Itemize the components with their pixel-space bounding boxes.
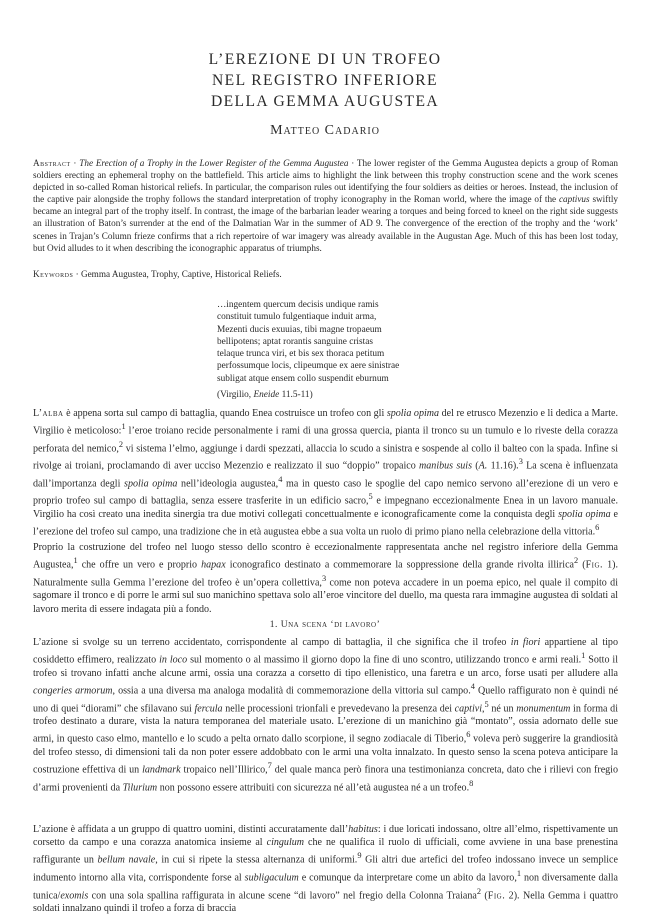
keywords-label: Keywords xyxy=(33,269,74,279)
italic-term: spolia opima xyxy=(558,508,611,520)
footnote-ref: 4 xyxy=(470,681,475,691)
text: del re etrusco Mezenzio e li dedica a Marte. Virgilio è meticoloso: xyxy=(33,408,618,437)
italic-term: landmark xyxy=(142,764,181,776)
author-name: Matteo Cadario xyxy=(270,123,380,138)
italic-term: monumentum xyxy=(516,702,571,714)
italic-term: exomis xyxy=(60,889,89,901)
text: con una sola spallina raffigurata in alcune scene “di lavoro” nel fregio della Colonna Traiana xyxy=(88,889,477,901)
text: che ne qualifica il ruolo di ufficiali, come avviene in una base prenestina raffigurante un xyxy=(33,837,618,866)
abstract-text: The lower register of the Gemma Augustea depicts a group of Roman soldiers erecting an ephemeral trophy on the battlefield. This article aims to highlight the link between this trophy construction scene and the work scenes depicted in so-called Roman historical reliefs. In particular, the comparison rules out identifying the four soldiers as deities or heroes. Instead, the inclusion of the captive pair alongside the trophy follows the standard interpretation of trophy iconography in the Roman world, where the image of the xyxy=(33,158,618,205)
abstract-label: Abstract xyxy=(33,158,71,168)
paragraph xyxy=(33,407,618,539)
keywords xyxy=(33,268,618,280)
italic-term: cingulum xyxy=(266,837,305,849)
text: iconografico destinato a commemorare la soppressione della grande rivolta illirica xyxy=(225,559,574,571)
italic-term: A. xyxy=(478,460,488,472)
poem-line: constituit tumulo fulgentiaque induit arma, xyxy=(217,312,377,323)
paragraph xyxy=(33,823,618,915)
italic-term: bellum navale xyxy=(97,854,156,866)
keywords-text: Gemma Augustea, Trophy, Captive, Historical Reliefs. xyxy=(80,269,282,279)
text: Proprio la costruzione del trofeo nel luogo stesso dello scontro è eccezionalmente rappresentata anche nel registro inferiore della Gemma Augustea, xyxy=(33,542,618,571)
footnote-ref: 2 xyxy=(118,439,124,449)
footnote-ref: 3 xyxy=(321,573,327,583)
footnote-ref: 2 xyxy=(476,886,481,896)
poem-line: …ingentem quercum decisis undique ramis xyxy=(217,300,379,310)
text: né un xyxy=(488,702,517,714)
text: Gli altri due artefici del trofeo indossano invece un semplice indumento intorno alla vita, corrispondente forse al xyxy=(33,854,618,884)
text: 11.16). xyxy=(487,460,519,472)
text: , in cui si ripete la stessa alternanza di uniformi. xyxy=(155,854,358,866)
citation-author: (Virgilio, xyxy=(217,390,254,401)
poem-citation xyxy=(217,389,399,401)
text: ( xyxy=(578,559,586,571)
text: ( xyxy=(481,889,488,901)
body-paragraph-4 xyxy=(33,823,618,915)
text: nell’ideologia augustea, xyxy=(177,478,279,490)
text: sul momento o al massimo il giorno dopo la fine di uno scontro, utilizzando tronco e armi reali. xyxy=(187,654,582,666)
text: , ossia a una diversa ma analoga modalità di commemorazione della vittoria sul campo. xyxy=(112,685,471,697)
italic-term: in fiori xyxy=(510,637,541,648)
italic-term: manibus suis xyxy=(419,460,473,472)
footnote-ref: 2 xyxy=(574,556,579,566)
text: : i due loricati indossano, oltre all’elmo, rispettivamente un corsetto da campo e una corazza anatomica insieme al xyxy=(33,824,618,849)
dropcap-word: L’alba xyxy=(33,408,64,419)
citation-reference: 11.5-11) xyxy=(279,390,313,401)
italic-term: captivi xyxy=(454,702,483,714)
footnote-ref: 9 xyxy=(357,851,362,861)
text: Sotto il trofeo si trovano infatti anche alcune armi, ossia una corazza a corsetto di tipo ellenistico, una faretra e un arco, forse usati per alludere alla xyxy=(33,654,619,679)
article-title-line-3: DELLA GEMMA AUGUSTEA xyxy=(210,93,440,110)
italic-term: congeries armorum xyxy=(33,685,113,697)
text: in forma di trofeo destinato a durare, vista la natura temporanea del materiale usato. L’erezione di un manichino già “montato”, ossia adornato delle sue armi, in questo caso elmo, mantello e lo scudo a pelta ornato dallo scorpione, il segno zodiacale di Tiberio, xyxy=(33,702,619,745)
article-title-line-2: NEL REGISTRO INFERIORE xyxy=(211,72,438,89)
abstract-separator-2: · xyxy=(348,158,357,168)
text: , xyxy=(482,702,485,714)
footnote-ref: 5 xyxy=(368,492,373,502)
text: nelle processioni trionfali e prevedevano la presenza dei xyxy=(222,702,455,714)
section-heading xyxy=(0,620,650,630)
italic-term: hapax xyxy=(201,559,226,571)
text: L’azione si svolge su un terreno accidentato, corrispondente al campo di battaglia, il che significa che il trofeo xyxy=(33,637,511,648)
poem-line: perfossumque locis, clipeumque ex aere sinistrae xyxy=(217,361,400,372)
text: del quale manca però finora una testimonianza concreta, dato che i rilievi con fregio d’armi provenienti da xyxy=(33,764,618,793)
text: voleva però suggerire la grandiosità del trofeo stesso, di dimensioni tali da non poter essere addobbato con le armi una volta innalzato. In questo senso la scena poteva anticipare la costruzione effettiva di un xyxy=(33,733,619,776)
text: appartiene al tipo cosiddetto effimero, realizzato xyxy=(33,637,618,666)
footnote-ref: 1 xyxy=(581,651,586,661)
text: 2). Nella Gemma i quattro soldati innalzano quindi il trofeo a forza di braccia xyxy=(33,889,619,915)
citation-work: Eneide xyxy=(253,390,280,401)
epigraph-poem xyxy=(217,299,399,401)
italic-term: spolia opima xyxy=(124,478,178,490)
text: che offre un vero e proprio xyxy=(77,559,202,571)
text: vi sistema l’elmo, aggiunge i dardi spezzati, allaccia lo scudo a sinistra e sospende al collo il balteo con la spada. Infine si rivolge ai troiani, proclamando di aver ucciso Mezenzio e realizzato il suo “doppio” tropaico xyxy=(33,443,618,472)
figure-ref: Fig. xyxy=(585,559,604,571)
italic-term: Tilurium xyxy=(122,781,158,793)
body-paragraph-3 xyxy=(33,636,618,794)
footnote-ref: 3 xyxy=(518,457,523,467)
body-paragraph-2 xyxy=(33,541,618,616)
section-number: 1. xyxy=(269,620,278,630)
poem-line: subligat atque ensem collo suspendit eburnum xyxy=(217,373,389,384)
paragraph xyxy=(33,541,618,616)
text: come non poteva accadere in un poema epico, nel quale il compito di sagomare il tronco e di porre le armi sul suo manichino spettava solo all’eroe vincitore del duello, ma questa rara immagine augustea di soldati al lavoro merita di essere indagata più a fondo. xyxy=(33,577,618,615)
text: ma in questo caso le spoglie del capo nemico servono all’erezione di un vero e proprio trofeo sul campo di battaglia, senza essere trasferite in un edificio sacro, xyxy=(33,478,619,507)
article-title-line-1: L’EREZIONE DI UN TROFEO xyxy=(208,51,442,68)
keywords-separator: · xyxy=(73,269,81,279)
text: 1). Naturalmente sulla Gemma l’erezione del trofeo è un’opera collettiva, xyxy=(33,559,618,589)
text: è appena sorta sul campo di battaglia, quando Enea costruisce un trofeo con gli xyxy=(63,408,387,419)
text: L’azione è affidata a un gruppo di quattro uomini, distinti accuratamente dall’ xyxy=(33,824,349,835)
italic-term: in loco xyxy=(159,654,188,666)
paragraph xyxy=(33,636,618,794)
section-title: Una scena ‘di lavoro’ xyxy=(280,620,381,630)
text: e l’erezione del trofeo sul campo, una tradizione che in età augustea ebbe a sua volta un ruolo di primo piano nella celebrazione della vittoria. xyxy=(33,508,618,538)
footnote-ref: 6 xyxy=(466,730,471,740)
text: ( xyxy=(472,460,479,472)
italic-term: subligaculum xyxy=(244,872,299,884)
footnote-ref: 8 xyxy=(469,778,474,788)
text: La scena è influenzata dall’importanza degli xyxy=(33,460,619,490)
footnote-ref: 1 xyxy=(121,422,126,432)
text: l’eroe troiano recide personalmente i rami di una grossa quercia, pianta il tronco su un tumulo e lo riveste della corazza perforata del nemico, xyxy=(33,425,619,455)
figure-ref: Fig. xyxy=(487,889,506,901)
abstract-separator: · xyxy=(70,158,80,168)
text: tropaico nell’Illirico, xyxy=(180,764,268,776)
footnote-ref: 1 xyxy=(516,868,522,878)
text: non diversamente dalla tunica/ xyxy=(33,872,618,901)
italic-term: habitus xyxy=(348,824,378,835)
text: Quello raffigurato non è quindi né uno di quei “diorami” che sfilavano sui xyxy=(33,685,618,714)
text: e comunque da interpretare come un abito da lavoro, xyxy=(298,872,517,884)
footnote-ref: 7 xyxy=(267,761,272,770)
text: non possono essere attribuiti con sicurezza né all’età augustea né a un trofeo. xyxy=(157,781,470,793)
abstract-english-title: The Erection of a Trophy in the Lower Register of the Gemma Augustea xyxy=(79,158,349,168)
text: e impegnano eccezionalmente Enea in un lavoro manuale. Virgilio ha così creato una inedita sinergia tra due motivi collegati concettualmente e iconograficamente come la conquista degli xyxy=(33,495,619,520)
poem-line: telaque trunca viri, et bis sex thoraca petitum xyxy=(217,349,385,360)
abstract xyxy=(33,157,618,254)
poem-line: bellipotens; aptat rorantis sanguine cristas xyxy=(217,336,373,347)
footnote-ref: 5 xyxy=(484,699,489,709)
italic-term: fercula xyxy=(194,702,223,714)
abstract-text-continued: swiftly became an integral part of the trophy itself. In contrast, the image of the barbarian leader wearing a torques and being forced to kneel on the right side suggests an illustration of Baton’s surrender at the end of the Dalmatian War in the summer of AD 9. The convergence of the erection of the trophy and the ‘work’ scenes in Trajan’s Column frieze confirms that a rich repertoire of war imagery was already available in the Augustan Age. Much of this has been lost today, but Ovid alludes to it when describing the iconographic apparatus of triumphs. xyxy=(33,194,618,253)
body-paragraph-1 xyxy=(33,407,618,539)
abstract-italic-term: captivus xyxy=(558,194,590,205)
italic-term: spolia opima xyxy=(386,408,440,419)
poem-line: Mezenti ducis exuuias, tibi magne tropaeum xyxy=(217,324,382,335)
footnote-ref: 1 xyxy=(73,556,78,566)
footnote-ref: 6 xyxy=(595,523,600,533)
footnote-ref: 4 xyxy=(278,474,283,484)
